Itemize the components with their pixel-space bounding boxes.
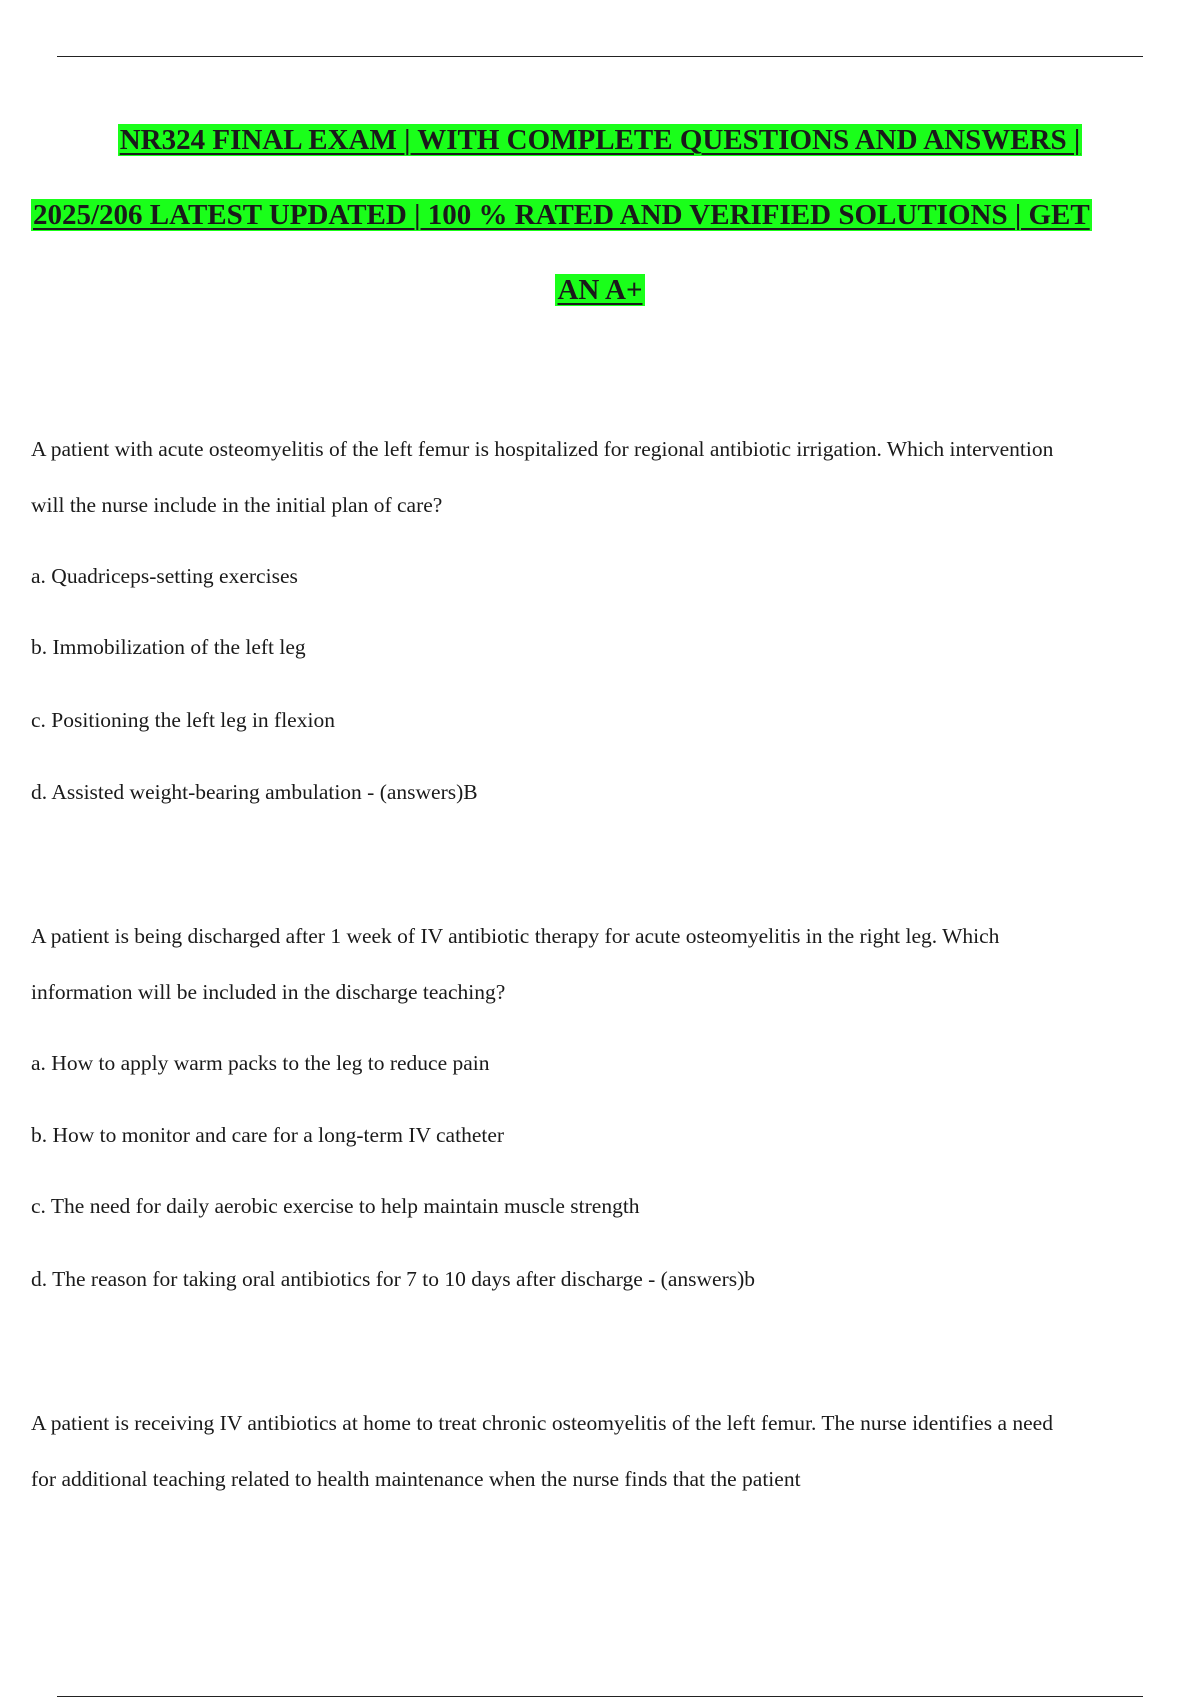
document-title-line-1 — [0, 123, 1200, 157]
question-1-option-a: a. Quadriceps-setting exercises — [31, 564, 298, 588]
question-3-stem-line-2: for additional teaching related to health maintenance when the nurse finds that the patient — [31, 1467, 801, 1491]
title-highlight: AN A+ — [557, 274, 643, 306]
question-1-stem-line-2: will the nurse include in the initial plan of care? — [31, 493, 443, 517]
question-2-option-a: a. How to apply warm packs to the leg to reduce pain — [31, 1051, 490, 1075]
document-title-line-2 — [31, 198, 1092, 232]
top-divider — [57, 56, 1143, 57]
question-1-option-d: d. Assisted weight-bearing ambulation - (answers)B — [31, 780, 478, 804]
question-1-option-c: c. Positioning the left leg in flexion — [31, 708, 335, 732]
title-highlight: 2025/206 LATEST UPDATED | 100 % RATED AND VERIFIED SOLUTIONS | GET — [33, 199, 1090, 231]
question-2-option-d: d. The reason for taking oral antibiotics for 7 to 10 days after discharge - (answers)b — [31, 1267, 756, 1291]
question-2-option-c: c. The need for daily aerobic exercise to help maintain muscle strength — [31, 1194, 640, 1218]
question-1-option-b: b. Immobilization of the left leg — [31, 635, 306, 659]
question-1-stem-line-1: A patient with acute osteomyelitis of the left femur is hospitalized for regional antibiotic irrigation. Which intervention — [31, 437, 1054, 461]
question-2-stem-line-2: information will be included in the discharge teaching? — [31, 980, 506, 1004]
question-3-stem-line-1: A patient is receiving IV antibiotics at home to treat chronic osteomyelitis of the left femur. The nurse identifies a need — [31, 1411, 1053, 1435]
document-title-line-3 — [0, 273, 1200, 307]
question-2-stem-line-1: A patient is being discharged after 1 week of IV antibiotic therapy for acute osteomyelitis in the right leg. Which — [31, 924, 1000, 948]
title-highlight: NR324 FINAL EXAM | WITH COMPLETE QUESTIONS AND ANSWERS | — [119, 124, 1081, 156]
question-2-option-b: b. How to monitor and care for a long-term IV catheter — [31, 1123, 505, 1147]
bottom-divider — [57, 1696, 1143, 1697]
